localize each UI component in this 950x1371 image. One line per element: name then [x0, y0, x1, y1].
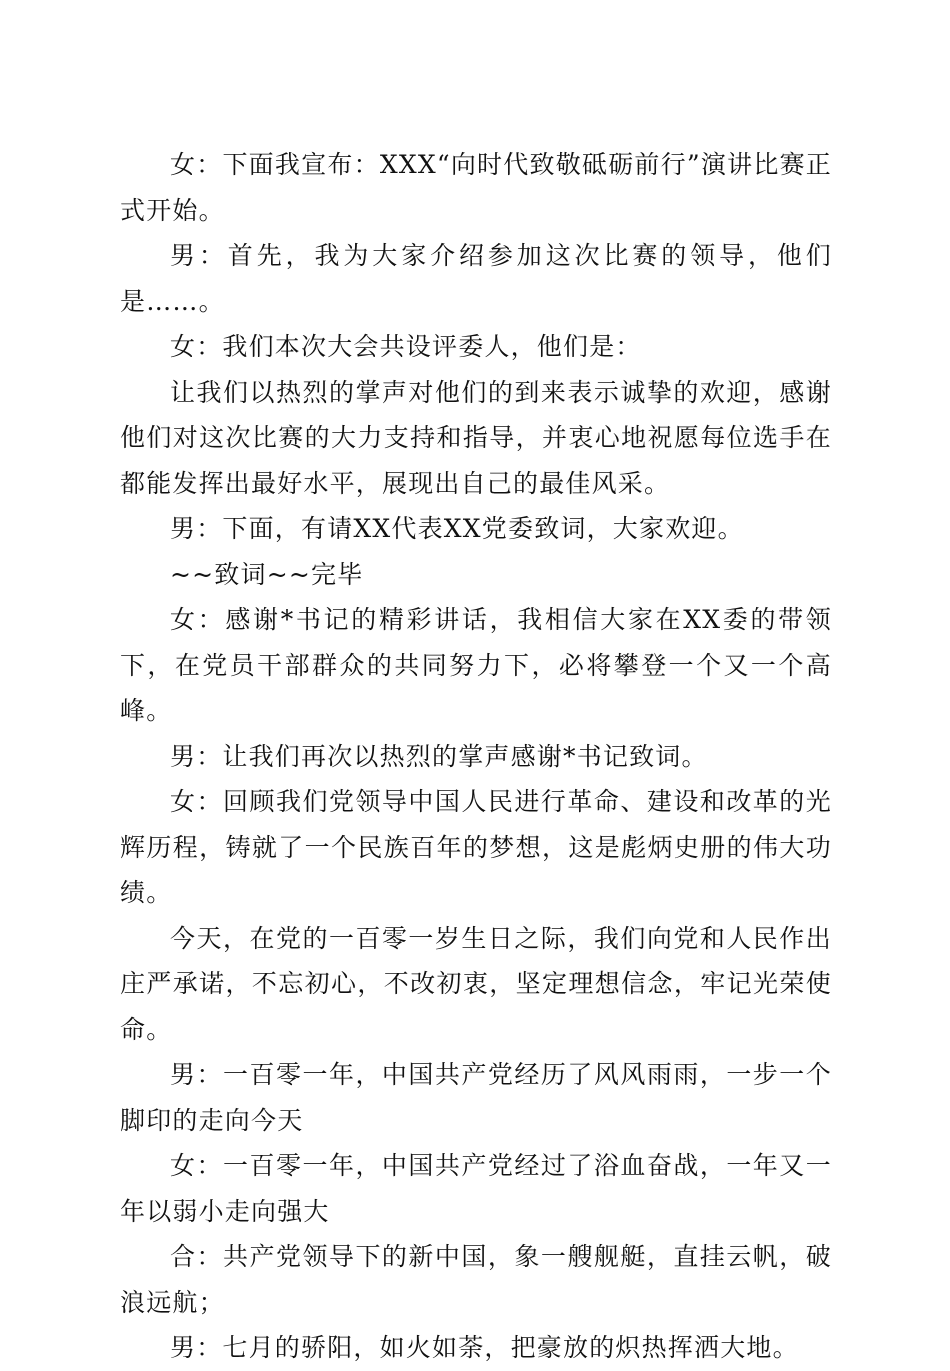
- paragraph-welcome-applause: 让我们以热烈的掌声对他们的到来表示诚挚的欢迎，感谢他们对这次比赛的大力支持和指导，并衷心地祝愿每位选手在都能发挥出最好水平，展现出自己的最佳风采。: [120, 377, 832, 498]
- paragraph-july-sun: 男：七月的骄阳，如火如荼，把豪放的炽热挥洒大地。: [170, 1333, 799, 1362]
- paragraph-judges: 女：我们本次大会共设评委人，他们是：: [170, 332, 642, 361]
- paragraph-announce-start: 女：下面我宣布：XXX“向时代致敬砥砺前行”演讲比赛正式开始。: [120, 150, 832, 225]
- paragraph-review-history: 女：回顾我们党领导中国人民进行革命、建设和改革的光辉历程，铸就了一个民族百年的梦想，这是彪炳史册的伟大功绩。: [120, 787, 832, 907]
- paragraph-female-101-years: 女：一百零一年，中国共产党经过了浴血奋战，一年又一年以弱小走向强大: [120, 1151, 832, 1226]
- paragraph-thanks-secretary: 女：感谢*书记的精彩讲话，我相信大家在XX委的带领下，在党员干部群众的共同努力下，必将攀登一个又一个高峰。: [120, 605, 832, 725]
- document-body: [120, 142, 832, 1371]
- paragraph-together: 合：共产党领导下的新中国，象一艘舰艇，直挂云帆，破浪远航；: [120, 1242, 832, 1317]
- paragraph-applause-again: 男：让我们再次以热烈的掌声感谢*书记致词。: [170, 741, 708, 771]
- paragraph-invite-speech: 男：下面，有请XX代表XX党委致词，大家欢迎。: [170, 514, 744, 543]
- paragraph-speech-end: ~~致词~~完毕: [170, 559, 364, 589]
- paragraph-male-101-years: 男：一百零一年，中国共产党经历了风风雨雨，一步一个脚印的走向今天: [120, 1060, 832, 1135]
- paragraph-today-promise: 今天，在党的一百零一岁生日之际，我们向党和人民作出庄严承诺，不忘初心，不改初衷，坚定理想信念，牢记光荣使命。: [120, 923, 832, 1044]
- paragraph-introduce-leaders: 男：首先，我为大家介绍参加这次比赛的领导，他们是……。: [120, 241, 832, 316]
